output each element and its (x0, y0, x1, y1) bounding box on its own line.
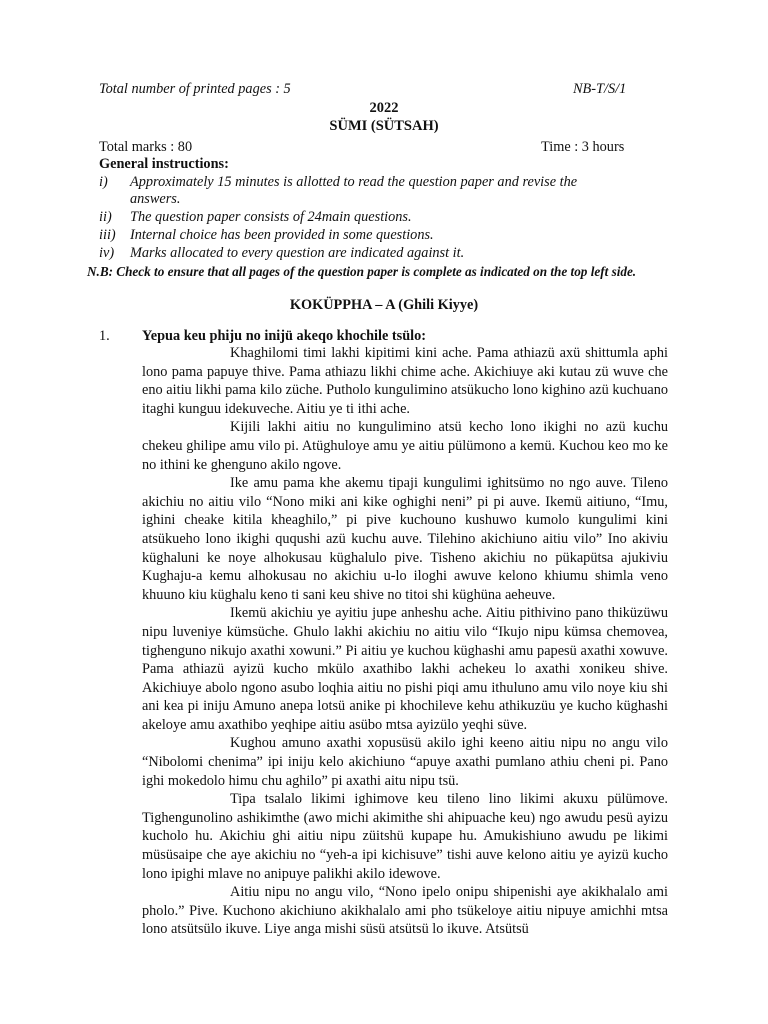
printed-pages-note: Total number of printed pages : 5 (99, 81, 291, 97)
instruction-item (99, 245, 659, 262)
passage-paragraph: Khaghilomi timi lakhi kipitimi kini ache. Pama athiazü axü shittumla aphi lono pama papuye thive. Pama athiazu likhi chime ache. Akichiuye aki kutau zü wuve che eno aitiu likhi pama kilo züche. Putholo kungulimino atsükucho lono kighino azü kuchuano itaghi kunguu idekuveche. Aitiu ye ti ithi ache. (142, 345, 668, 417)
passage-paragraph: Aitiu nipu no angu vilo, “Nono ipelo onipu shipenishi aye akikhalalo ami pholo.” Pive. Kuchono akichiuno akikhalalo ami pho tsükeloye aitiu nipuye amichhi mtsa lono atsütsülo ikuve. Liye anga mishi süsü atsütsü lo ikuve. Atsütsü (142, 884, 668, 938)
question-title: Yepua keu phiju no inijü akeqo khochile tsülo: (142, 328, 427, 344)
instructions-heading: General instructions: (99, 156, 229, 172)
exam-time: Time : 3 hours (541, 139, 625, 155)
instruction-number: ii) (99, 209, 112, 225)
passage-paragraph: Ike amu pama khe akemu tipaji kungulimi ighitsümo no ngo auve. Tileno akichiu no aitiu vilo “Nono miki ani kike oghighi neni” pi pi auve. Ikemü aitiuno, “Imu, ighini cheake kitila kheaghilo,” pi pive kuchouno kushuwo kumolo kungulimi kini atsükueho lono ikighi ququshi azü kuchu auve. Tilehino akichiuno aitiu vilo” Ino akiviu küghaluni ke noye alhokusau küghalulo pive. Tisheno akichiu no pükapütsa ajukiviu Kughaju-a kemu alhokusau no akichiu u-lo iloghi awuve kelono khiumu shimla veno khuuno kiu küghalu keno ti sani keu shive no titoi shi küghüna aeheuve. (142, 475, 668, 603)
section-title: KOKÜPPHA – A (Ghili Kiyye) (289, 297, 479, 313)
passage-paragraph: Kijili lakhi aitiu no kungulimino atsü kecho lono ikighi no azü kuchu chekeu ghilipe amu vilo pi. Atüghuloye amu ye aitiu pülümono a kemü. Kuchou keo mo ke no ithini ke ghenguno akilo ngove. (142, 419, 668, 473)
passage (142, 344, 668, 939)
instruction-item (99, 174, 659, 208)
instruction-text: Internal choice has been provided in some questions. (130, 227, 434, 243)
instruction-number: i) (99, 174, 108, 190)
passage-paragraph: Tipa tsalalo likimi ighimove keu tileno lino likimi akuxu pülümove. Tighengunolino ashikimthe (awo michi akimithe shi ahipuache keu) ngo awudu pesü ayizu kucholo hu. Akichiu ghi aitiu nipu züitshü kupape hu. Amukishiuno awudu pe likimi müsüsaipe che aye akichiu no “yeh-a ipi kichisuve” tishi auve kelono aitiu ye ayizü kucho lono ipighi mlave no anipuye palikhi akilo idewove. (142, 791, 668, 882)
question-number: 1. (99, 328, 110, 344)
instruction-number: iv) (99, 245, 115, 261)
exam-year: 2022 (369, 100, 399, 116)
subject-title: SÜMI (SÜTSAH) (329, 118, 439, 134)
paper-code: NB-T/S/1 (573, 81, 627, 97)
instruction-text: Marks allocated to every question are indicated against it. (130, 245, 465, 261)
passage-paragraph: Kughou amuno axathi xopusüsü akilo ighi keeno aitiu nipu no angu vilo “Nibolomi chenima” ipi iniju kelo akichiuno “apuye axathi pumlano athiu cheni pi. Pano ighi mokedolo himu chu aghilo” pi axathi aitu nipu tsü. (142, 735, 668, 789)
total-marks: Total marks : 80 (99, 139, 193, 155)
instruction-number: iii) (99, 227, 116, 243)
instruction-text: Approximately 15 minutes is allotted to read the question paper and revise the (130, 174, 578, 190)
instruction-item (99, 209, 659, 226)
instruction-item (99, 227, 659, 244)
instruction-text-continued: answers. (130, 191, 181, 207)
instruction-text: The question paper consists of 24main questions. (130, 209, 412, 225)
passage-paragraph: Ikemü akichiu ye ayitiu jupe anheshu ache. Aitiu pithivino pano thiküzüwu nipu luveniye kümsüche. Ghulo lakhi akichiu no aitiu vilo “Ikujo nipu kümsa chemovea, tighenguno nikujo axathi xowuni.” Pi aitiu ye kuchou küghashi amu papesü axathi xowuve. Pama athiazü ayizü kucho mkülo axathibo lakhi achekeu lo axathi xonikeu shive. Akichiuye abolo ngono asubo loqhia aitiu no pishi piqi amu ithuluno amu vilo noye kiu shi ani kea pi iniju Amuno anepa lotsü anike pi khochileve kehu athikuzüu ye kucho küghashi akeloye amu axathibo yeqhipe aitiu asübo mtsa ayizülo yeqhi süve. (142, 605, 668, 733)
nb-note: N.B: Check to ensure that all pages of the question paper is complete as indicated on the top left side. (87, 264, 637, 279)
